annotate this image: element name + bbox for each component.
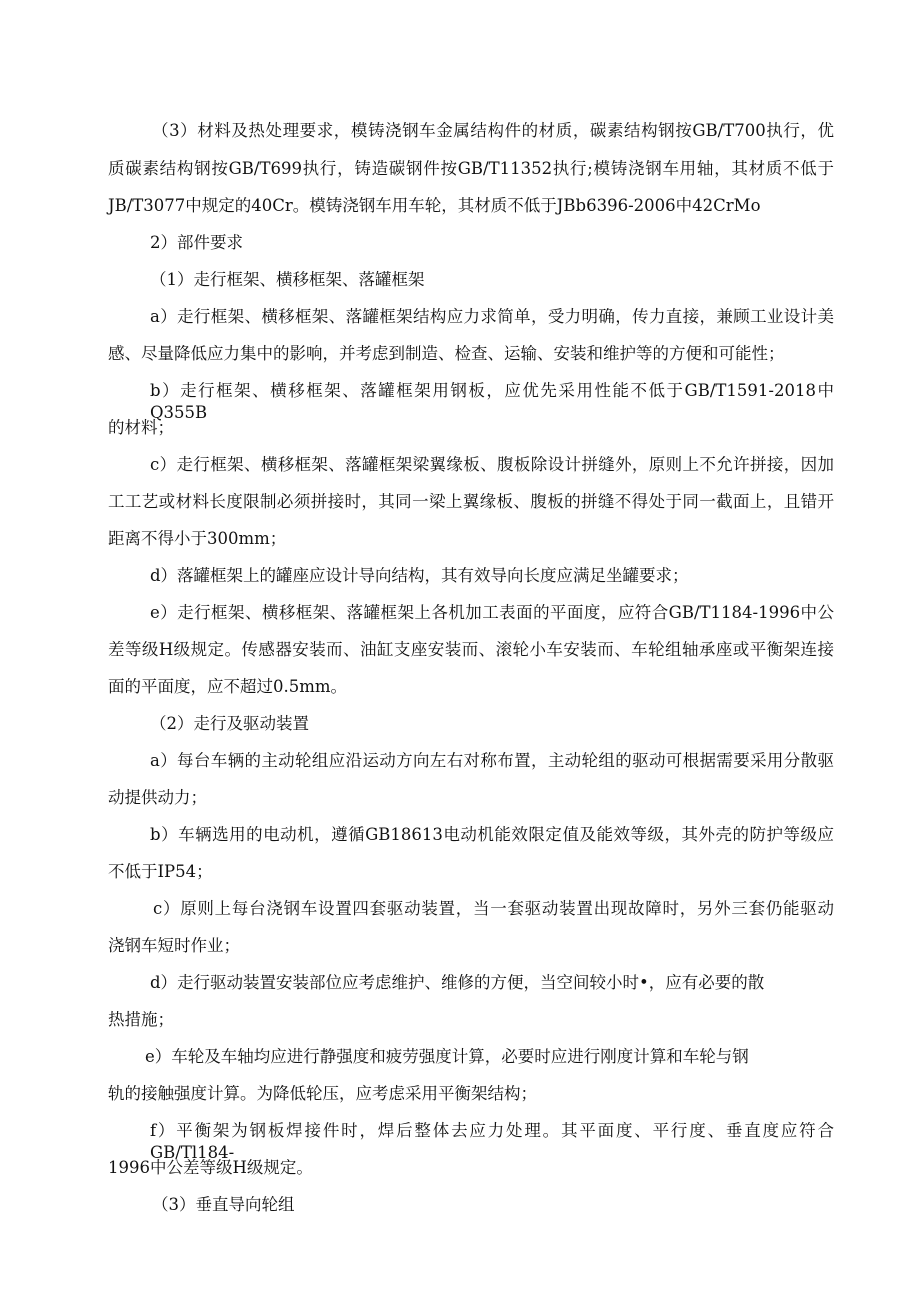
text-line-12: 距离不得小于300mm； xyxy=(108,529,287,548)
text-line-6: a）走行框架、横移框架、落罐框架结构应力求简单，受力明确，传力直接，兼顾工业设计美 xyxy=(150,307,834,326)
text-line-9: 的材料； xyxy=(108,418,174,437)
text-line-1: （3）材料及热处理要求，模铸浇钢车金属结构件的材质，碳素结构钢按GB/T700执行，优 xyxy=(152,121,834,140)
text-line-16: 面的平面度，应不超过0.5mm。 xyxy=(108,677,348,696)
text-line-13: d）落罐框架上的罐座应设计导向结构，其有效导向长度应满足坐罐要求； xyxy=(150,566,689,585)
text-line-27: 轨的接触强度计算。为降低轮压，应考虑采用平衡架结构； xyxy=(108,1084,537,1103)
subsection-heading-3: （3）垂直导向轮组 xyxy=(152,1195,295,1214)
text-line-2: 质碳素结构钢按GB/T699执行，铸造碳钢件按GB/T11352执行;模铸浇钢车用轴，其材质不低于 xyxy=(108,159,834,178)
subsection-heading-2: （2）走行及驱动装置 xyxy=(150,714,309,733)
subsection-heading-1: （1）走行框架、横移框架、落罐框架 xyxy=(150,270,425,289)
text-line-11: 工工艺或材料长度限制必须拼接时，其同一梁上翼缘板、腹板的拼缝不得处于同一截面上，且错开 xyxy=(108,492,834,511)
text-line-8: b）走行框架、横移框架、落罐框架用钢板，应优先采用性能不低于GB/T1591-2018中Q355B xyxy=(150,381,834,422)
text-line-14: e）走行框架、横移框架、落罐框架上各机加工表面的平面度，应符合GB/T1184-1996中公 xyxy=(150,603,834,622)
text-line-25: 热措施； xyxy=(108,1010,174,1029)
text-line-3: JB/T3077中规定的40Cr。模铸浇钢车用车轮，其材质不低于JBb6396-2006中42CrMo xyxy=(108,196,761,215)
text-line-29: 1996中公差等级H级规定。 xyxy=(108,1158,313,1177)
text-line-19: 动提供动力； xyxy=(108,788,207,807)
text-line-15: 差等级H级规定。传感器安装而、油缸支座安装而、滚轮小车安装而、车轮组轴承座或平衡架连接 xyxy=(108,640,834,659)
text-line-23: 浇钢车短时作业； xyxy=(108,936,240,955)
text-line-24: d）走行驱动装置安装部位应考虑维护、维修的方便，当空间较小时•，应有必要的散 xyxy=(150,973,765,992)
text-line-18: a）每台车辆的主动轮组应沿运动方向左右对称布置，主动轮组的驱动可根据需要采用分散驱 xyxy=(150,751,834,770)
text-line-20: b）车辆选用的电动机，遵循GB18613电动机能效限定值及能效等级，其外壳的防护等级应 xyxy=(150,825,834,844)
text-line-26: e）车轮及车轴均应进行静强度和疲劳强度计算，必要时应进行刚度计算和车轮与钢 xyxy=(145,1047,749,1066)
text-line-22: c）原则上每台浇钢车设置四套驱动装置，当一套驱动装置出现故障时，另外三套仍能驱动 xyxy=(153,899,834,918)
text-line-21: 不低于IP54； xyxy=(108,862,213,881)
section-heading-2: 2）部件要求 xyxy=(150,233,243,252)
text-line-7: 感、尽量降低应力集中的影响，并考虑到制造、检查、运输、安装和维护等的方便和可能性； xyxy=(108,344,785,363)
text-line-10: c）走行框架、横移框架、落罐框架梁翼缘板、腹板除设计拼缝外，原则上不允许拼接，因加 xyxy=(150,455,834,474)
text-line-28: f）平衡架为钢板焊接件时，焊后整体去应力处理。其平面度、平行度、垂直度应符合GB/Tl184- xyxy=(150,1121,834,1162)
